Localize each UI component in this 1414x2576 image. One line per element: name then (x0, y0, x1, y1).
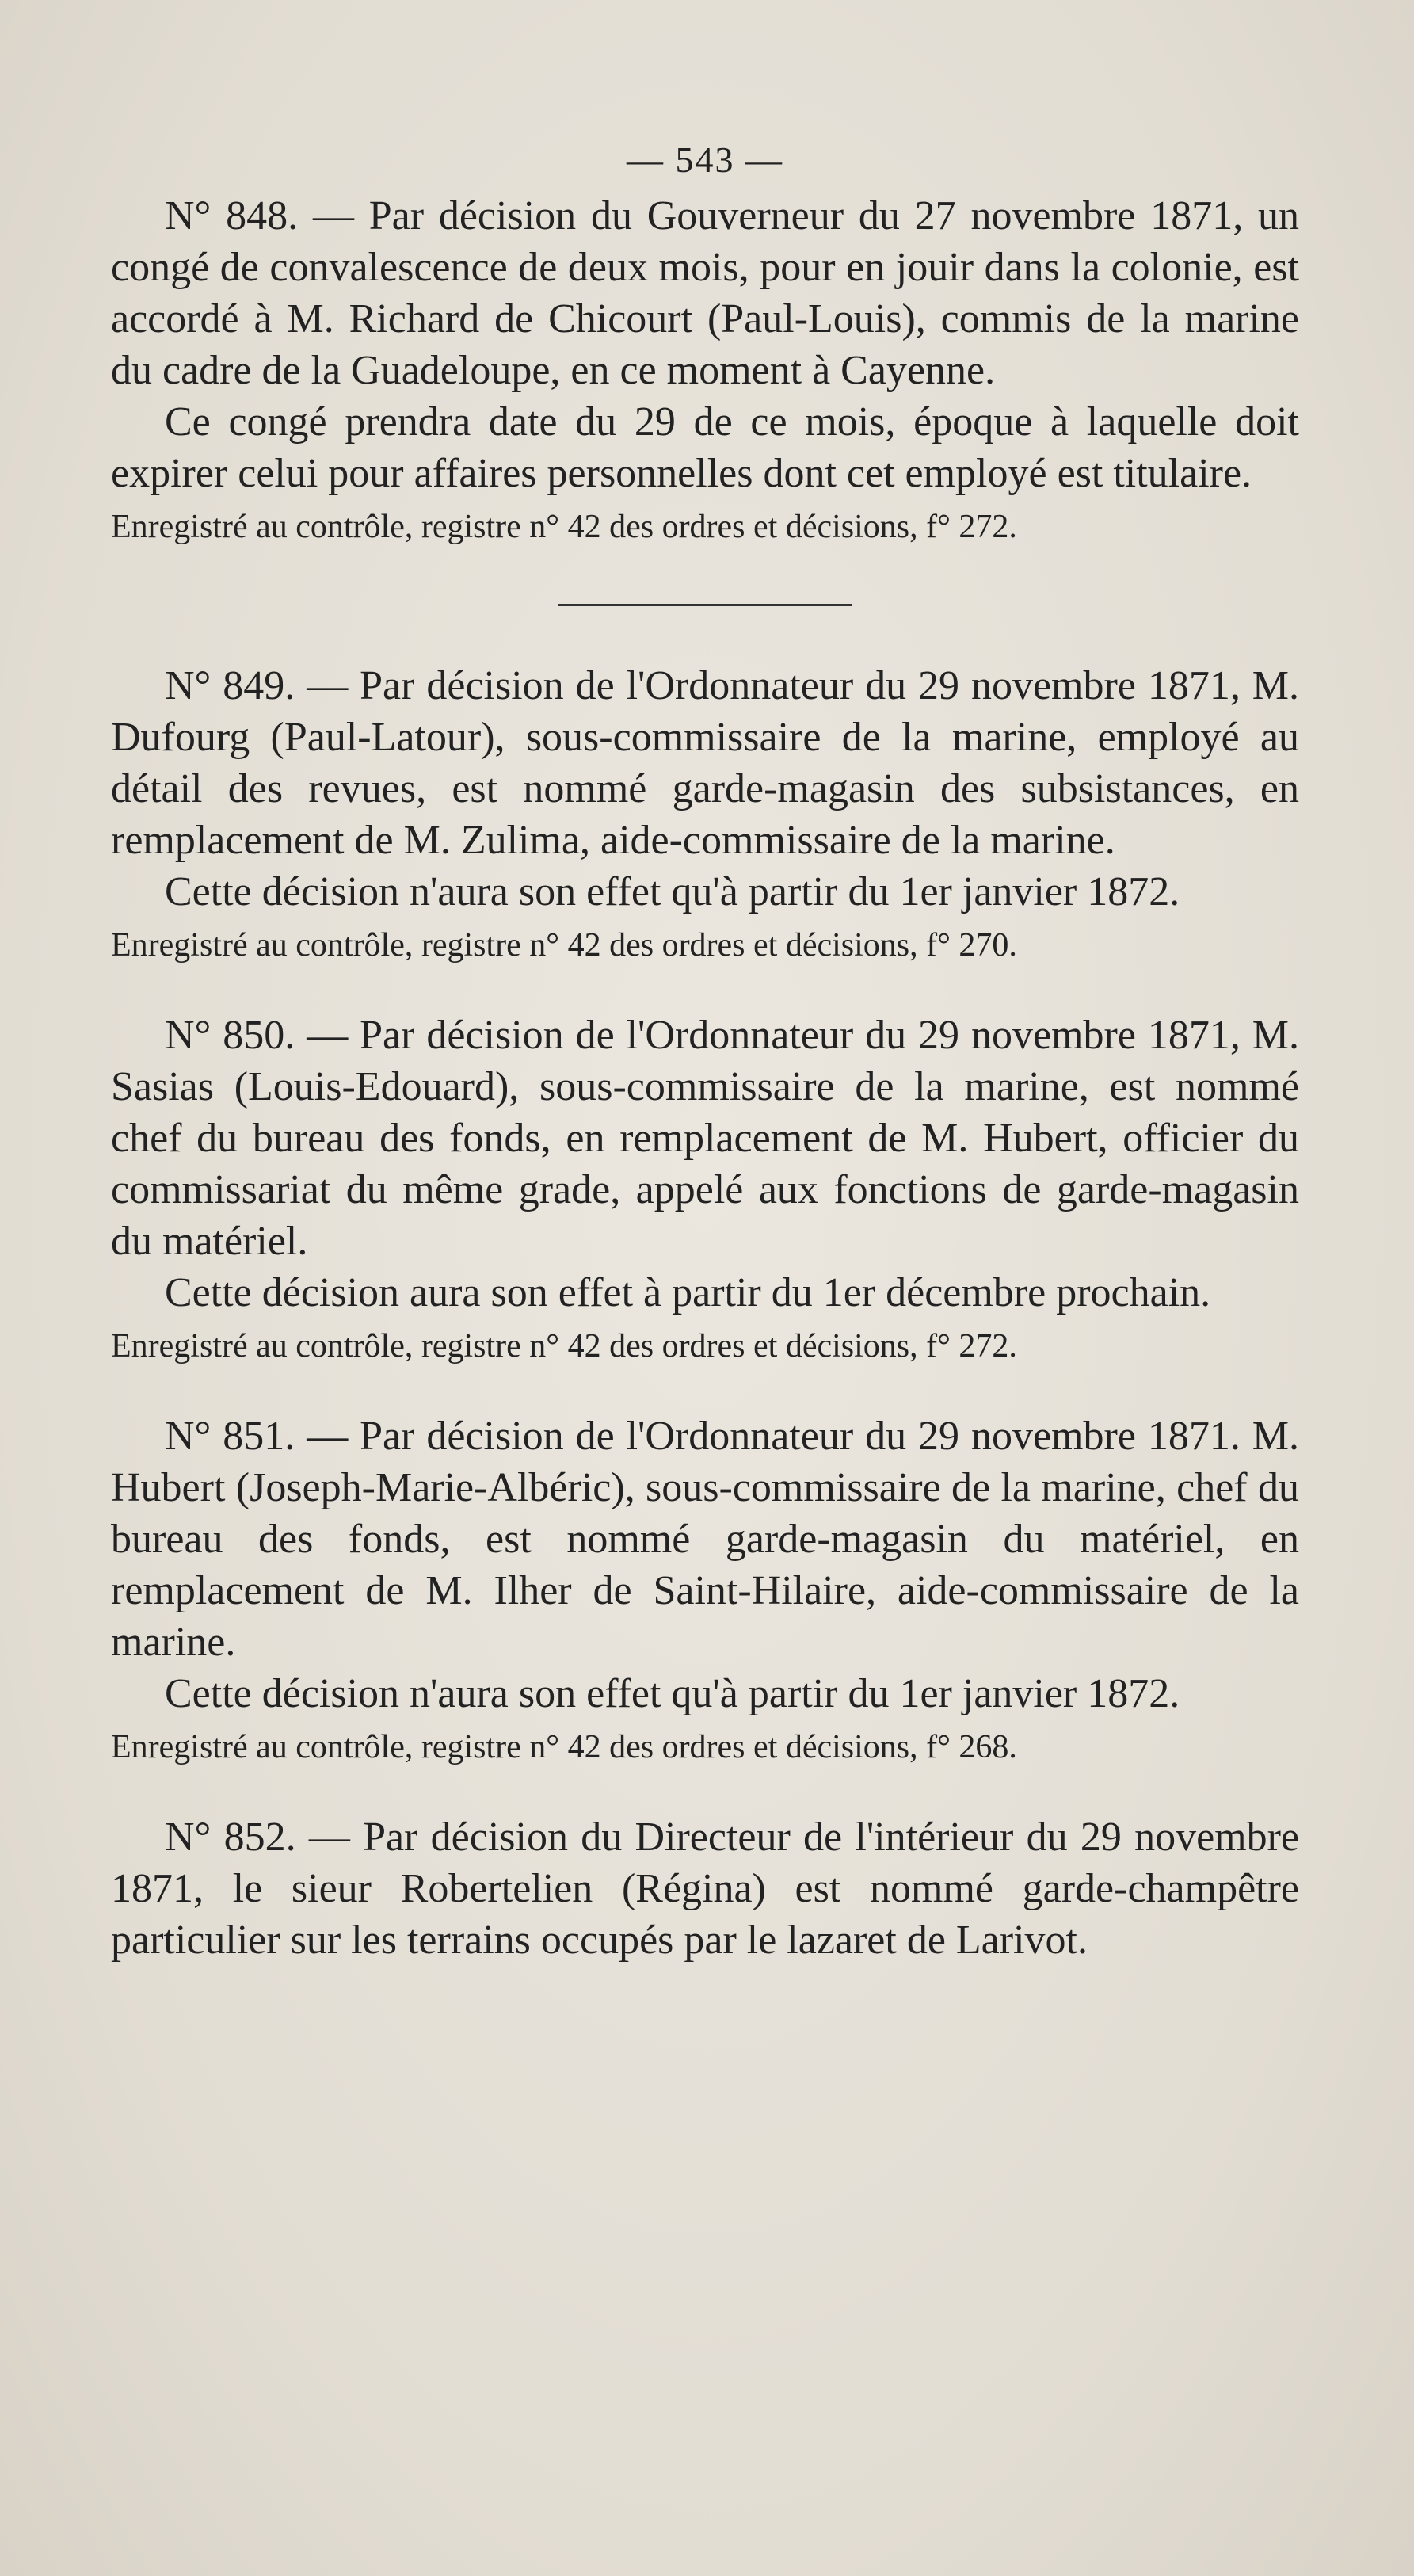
entry-paragraph: Cette décision aura son effet à partir du 1er décembre prochain. (165, 1270, 1211, 1315)
entry-851 (111, 1410, 1299, 1772)
entry-paragraph: N° 848. — Par décision du Gouverneur du 27 novembre 1871, un congé de convalescence de deux mois, pour en jouir dans la colonie, est accordé à M. Richard de Chicourt (Paul-Louis), commis de la marine du cadre de la Guadeloupe, en ce moment à Cayenne. (111, 193, 1299, 393)
entry-852 (111, 1811, 1299, 1966)
text-column (111, 139, 1299, 1966)
entry-849 (111, 660, 1299, 970)
entry-paragraph: N° 852. — Par décision du Directeur de l'intérieur du 29 novembre 1871, le sieur Robertelien (Régina) est nommé garde-champêtre particulier sur les terrains occupés par le lazaret de Larivot. (111, 1815, 1299, 1963)
entry-paragraph: N° 849. — Par décision de l'Ordonnateur du 29 novembre 1871, M. Dufourg (Paul-Latour), sous-commissaire de la marine, employé au détail des revues, est nommé garde-magasin des subsistances, en remplacement de M. Zulima, aide-commissaire de la marine. (111, 663, 1299, 863)
entry-paragraph: Ce congé prendra date du 29 de ce mois, époque à laquelle doit expirer celui pour affaires personnelles dont cet employé est titulaire. (111, 399, 1299, 496)
section-separator (558, 604, 852, 606)
entry-paragraph: N° 851. — Par décision de l'Ordonnateur du 29 novembre 1871. M. Hubert (Joseph-Marie-Albéric), sous-commissaire de la marine, chef du bureau des fonds, est nommé garde-magasin du matériel, en remplacement de M. Ilher de Saint-Hilaire, aide-commissaire de la marine. (111, 1414, 1299, 1665)
registration-note: Enregistré au contrôle, registre n° 42 des ordres et décisions, f° 270. (111, 927, 1017, 964)
registration-note: Enregistré au contrôle, registre n° 42 des ordres et décisions, f° 268. (111, 1729, 1017, 1765)
entry-850 (111, 1009, 1299, 1371)
entry-848 (111, 190, 1299, 551)
entry-paragraph: Cette décision n'aura son effet qu'à partir du 1er janvier 1872. (165, 1671, 1180, 1716)
entry-paragraph: N° 850. — Par décision de l'Ordonnateur du 29 novembre 1871, M. Sasias (Louis-Edouard), sous-commissaire de la marine, est nommé chef du bureau des fonds, en remplacement de M. Hubert, officier du commissariat du même grade, appelé aux fonctions de garde-magasin du matériel. (111, 1013, 1299, 1264)
page-number: — 543 — (627, 139, 783, 180)
registration-note: Enregistré au contrôle, registre n° 42 des ordres et décisions, f° 272. (111, 509, 1017, 545)
entry-paragraph: Cette décision n'aura son effet qu'à partir du 1er janvier 1872. (165, 869, 1180, 914)
registration-note: Enregistré au contrôle, registre n° 42 des ordres et décisions, f° 272. (111, 1328, 1017, 1364)
